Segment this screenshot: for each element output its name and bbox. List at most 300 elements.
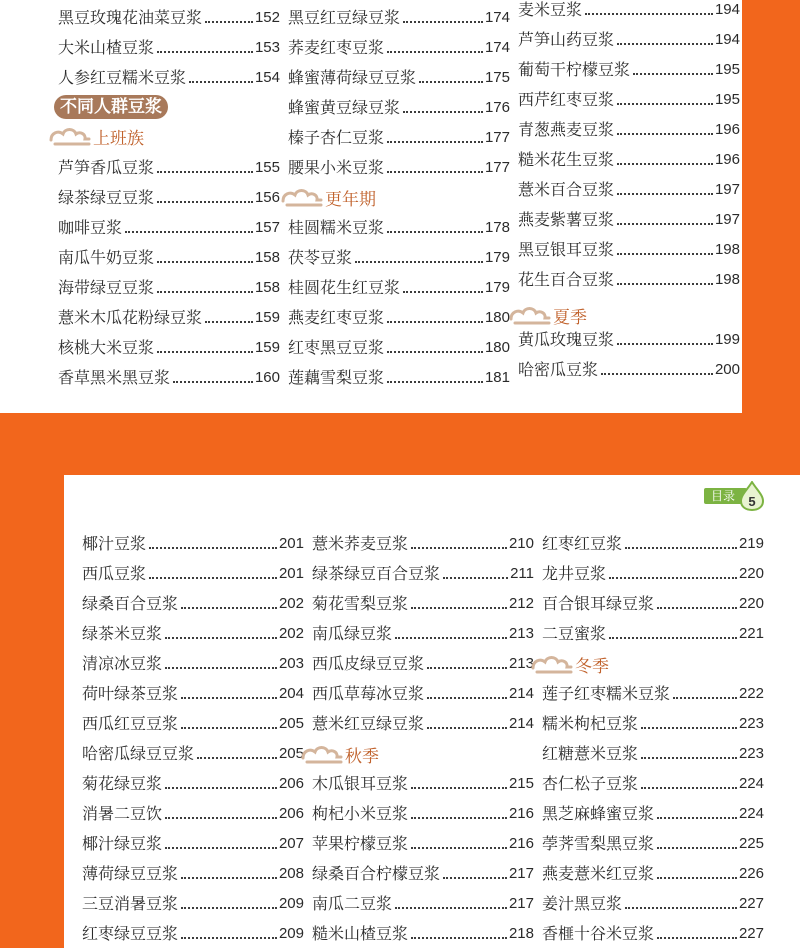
subheading-label: 冬季 [575, 656, 609, 677]
toc-entry[interactable] [518, 26, 740, 50]
dot-leader [387, 380, 483, 383]
toc-entry-page: 176 [484, 99, 510, 116]
toc-entry[interactable] [82, 530, 304, 554]
toc-entry-title: 西瓜草莓冰豆浆 [312, 684, 425, 703]
toc-entry-title: 燕麦红枣豆浆 [288, 308, 385, 327]
toc-entry-page: 204 [278, 685, 304, 702]
toc-entry[interactable] [288, 304, 510, 328]
toc-entry-page: 216 [508, 805, 534, 822]
dot-leader [157, 260, 253, 263]
toc-entry[interactable] [518, 236, 740, 260]
subheading-label: 更年期 [325, 189, 376, 210]
toc-entry-page: 223 [738, 745, 764, 762]
dot-leader [165, 786, 277, 789]
toc-entry-page: 202 [278, 625, 304, 642]
toc-entry[interactable] [542, 890, 764, 914]
toc-entry[interactable] [542, 560, 764, 584]
subheading-autumn [300, 741, 379, 767]
toc-entry[interactable] [312, 560, 534, 584]
toc-entry-page: 201 [278, 535, 304, 552]
dot-leader [387, 320, 483, 323]
toc-entry-page: 225 [738, 835, 764, 852]
toc-entry-title: 黑豆银耳豆浆 [518, 240, 615, 259]
toc-entry[interactable] [312, 770, 534, 794]
toc-entry-title: 核桃大米豆浆 [58, 338, 155, 357]
toc-entry-title: 西芹红枣豆浆 [518, 90, 615, 109]
toc-entry-page: 226 [738, 865, 764, 882]
dot-leader [411, 786, 507, 789]
toc-entry[interactable] [82, 620, 304, 644]
toc-entry[interactable] [518, 206, 740, 230]
dot-leader [403, 20, 483, 23]
toc-entry-page: 152 [254, 9, 280, 26]
toc-entry[interactable] [82, 920, 304, 944]
toc-entry-page: 198 [714, 271, 740, 288]
toc-entry-title: 三豆消暑豆浆 [82, 894, 179, 913]
toc-entry-page: 153 [254, 39, 280, 56]
dot-leader [197, 756, 277, 759]
toc-entry-title: 茯苓豆浆 [288, 248, 353, 267]
toc-entry-page: 174 [484, 9, 510, 26]
toc-entry-title: 黑豆玫瑰花油菜豆浆 [58, 8, 203, 27]
toc-entry-page: 179 [484, 249, 510, 266]
toc-entry-title: 红糖薏米豆浆 [542, 744, 639, 763]
dot-leader [387, 170, 483, 173]
toc-entry-title: 香草黑米黑豆浆 [58, 368, 171, 387]
toc-entry[interactable] [542, 590, 764, 614]
toc-entry-page: 220 [738, 595, 764, 612]
dot-leader [617, 342, 713, 345]
dot-leader [411, 936, 507, 939]
dot-leader [657, 606, 737, 609]
toc-entry-title: 薏米木瓜花粉绿豆浆 [58, 308, 203, 327]
dot-leader [181, 606, 277, 609]
dot-leader [395, 636, 507, 639]
toc-entry-page: 203 [278, 655, 304, 672]
dot-leader [149, 576, 277, 579]
toc-entry-title: 南瓜二豆浆 [312, 894, 393, 913]
toc-entry[interactable] [542, 860, 764, 884]
toc-entry[interactable] [288, 214, 510, 238]
dot-leader [427, 666, 507, 669]
toc-entry[interactable] [312, 800, 534, 824]
toc-entry-page: 159 [254, 339, 280, 356]
toc-entry[interactable] [82, 770, 304, 794]
toc-entry-page: 224 [738, 775, 764, 792]
toc-entry[interactable] [58, 214, 280, 238]
toc-entry-page: 218 [508, 925, 534, 942]
toc-entry-title: 菊花绿豆浆 [82, 774, 163, 793]
toc-entry-title: 西瓜豆浆 [82, 564, 147, 583]
toc-entry-title: 菊花雪梨豆浆 [312, 594, 409, 613]
toc-entry-title: 绿桑百合豆浆 [82, 594, 179, 613]
toc-entry-page: 196 [714, 121, 740, 138]
toc-entry[interactable] [518, 326, 740, 350]
dot-leader [411, 546, 507, 549]
toc-entry-title: 木瓜银耳豆浆 [312, 774, 409, 793]
dot-leader [443, 576, 508, 579]
toc-entry-page: 207 [278, 835, 304, 852]
toc-entry-page: 194 [714, 1, 740, 18]
dot-leader [419, 80, 483, 83]
toc-entry-page: 157 [254, 219, 280, 236]
toc-entry-title: 荸荠雪梨黑豆浆 [542, 834, 655, 853]
toc-entry[interactable] [312, 650, 534, 674]
toc-entry-title: 咖啡豆浆 [58, 218, 123, 237]
dot-leader [617, 192, 713, 195]
toc-entry-page: 216 [508, 835, 534, 852]
toc-entry-title: 荞麦红枣豆浆 [288, 38, 385, 57]
toc-entry-page: 227 [738, 895, 764, 912]
toc-entry[interactable] [58, 184, 280, 208]
toc-entry-title: 消暑二豆饮 [82, 804, 163, 823]
toc-entry-page: 214 [508, 685, 534, 702]
toc-entry[interactable] [312, 590, 534, 614]
toc-entry-title: 枸杞小米豆浆 [312, 804, 409, 823]
toc-entry-title: 红枣绿豆豆浆 [82, 924, 179, 943]
dot-leader [387, 50, 483, 53]
dot-leader [411, 816, 507, 819]
dot-leader [403, 110, 483, 113]
toc-entry-title: 西瓜皮绿豆豆浆 [312, 654, 425, 673]
toc-entry[interactable] [542, 920, 764, 944]
toc-entry-title: 莲子红枣糯米豆浆 [542, 684, 671, 703]
toc-entry-page: 198 [714, 241, 740, 258]
toc-entry[interactable] [288, 334, 510, 358]
dot-leader [609, 576, 737, 579]
toc-entry-title: 苹果柠檬豆浆 [312, 834, 409, 853]
toc-entry-page: 179 [484, 279, 510, 296]
cloud-icon [300, 743, 344, 765]
dot-leader [657, 846, 737, 849]
toc-panel-bottom [64, 475, 800, 948]
toc-entry-page: 213 [508, 625, 534, 642]
toc-entry-page: 154 [254, 69, 280, 86]
toc-entry-title: 哈密瓜绿豆豆浆 [82, 744, 195, 763]
toc-entry[interactable] [82, 800, 304, 824]
toc-entry-title: 花生百合豆浆 [518, 270, 615, 289]
dot-leader [387, 230, 483, 233]
toc-entry[interactable] [312, 830, 534, 854]
toc-label: 目录 [704, 488, 747, 504]
section-badge-groups: 不同人群豆浆 [54, 95, 168, 119]
toc-entry[interactable] [58, 4, 280, 28]
toc-entry-page: 197 [714, 211, 740, 228]
dot-leader [157, 200, 253, 203]
toc-entry-title: 哈密瓜豆浆 [518, 360, 599, 379]
dot-leader [181, 696, 277, 699]
leaf-drop-icon [739, 481, 765, 511]
toc-entry[interactable] [58, 334, 280, 358]
dot-leader [625, 546, 737, 549]
toc-entry-page: 197 [714, 181, 740, 198]
toc-entry[interactable] [312, 680, 534, 704]
dot-leader [205, 320, 253, 323]
subheading-label: 秋季 [345, 746, 379, 767]
toc-entry-title: 糙米花生豆浆 [518, 150, 615, 169]
toc-entry-title: 桂圆花生红豆浆 [288, 278, 401, 297]
toc-entry-page: 217 [508, 895, 534, 912]
toc-entry-page: 213 [508, 655, 534, 672]
dot-leader [165, 816, 277, 819]
toc-entry-title: 大米山楂豆浆 [58, 38, 155, 57]
dot-leader [585, 12, 713, 15]
toc-entry[interactable] [82, 860, 304, 884]
toc-entry-title: 二豆蜜浆 [542, 624, 607, 643]
toc-entry-page: 209 [278, 925, 304, 942]
toc-entry[interactable] [542, 830, 764, 854]
toc-entry-title: 红枣红豆浆 [542, 534, 623, 553]
toc-entry[interactable] [312, 710, 534, 734]
toc-entry[interactable] [82, 650, 304, 674]
toc-entry-title: 薏米百合豆浆 [518, 180, 615, 199]
toc-entry-title: 葡萄干柠檬豆浆 [518, 60, 631, 79]
toc-entry[interactable] [288, 4, 510, 28]
toc-entry[interactable] [518, 116, 740, 140]
toc-entry[interactable] [288, 244, 510, 268]
dot-leader [641, 786, 737, 789]
dot-leader [609, 636, 737, 639]
toc-entry-title: 绿茶米豆浆 [82, 624, 163, 643]
toc-entry-page: 158 [254, 279, 280, 296]
toc-entry[interactable] [288, 154, 510, 178]
toc-entry-title: 绿茶绿豆百合豆浆 [312, 564, 441, 583]
toc-entry-title: 清凉冰豆浆 [82, 654, 163, 673]
toc-entry[interactable] [288, 274, 510, 298]
toc-entry-title: 南瓜绿豆浆 [312, 624, 393, 643]
toc-entry-page: 174 [484, 39, 510, 56]
toc-entry-title: 椰汁豆浆 [82, 534, 147, 553]
dot-leader [641, 726, 737, 729]
toc-entry[interactable] [312, 920, 534, 944]
toc-entry[interactable] [312, 620, 534, 644]
toc-entry-page: 156 [254, 189, 280, 206]
dot-leader [355, 260, 483, 263]
subheading-menopause [280, 184, 376, 210]
toc-entry-page: 196 [714, 151, 740, 168]
dot-leader [125, 230, 253, 233]
dot-leader [617, 102, 713, 105]
toc-entry-page: 195 [714, 61, 740, 78]
toc-entry[interactable] [288, 34, 510, 58]
dot-leader [387, 140, 483, 143]
cloud-icon [508, 304, 552, 326]
toc-entry-title: 榛子杏仁豆浆 [288, 128, 385, 147]
toc-entry-title: 黑芝麻蜂蜜豆浆 [542, 804, 655, 823]
toc-entry-title: 糙米山楂豆浆 [312, 924, 409, 943]
dot-leader [411, 606, 507, 609]
toc-entry[interactable] [312, 860, 534, 884]
toc-entry-title: 人参红豆糯米豆浆 [58, 68, 187, 87]
dot-leader [181, 906, 277, 909]
dot-leader [633, 72, 713, 75]
toc-entry[interactable] [82, 590, 304, 614]
cloud-icon [48, 125, 92, 147]
subheading-summer [508, 302, 587, 328]
toc-entry-title: 海带绿豆豆浆 [58, 278, 155, 297]
toc-entry-page: 159 [254, 309, 280, 326]
toc-entry[interactable] [58, 274, 280, 298]
toc-entry-page: 220 [738, 565, 764, 582]
toc-entry[interactable] [518, 86, 740, 110]
toc-entry[interactable] [82, 710, 304, 734]
toc-entry-page: 177 [484, 129, 510, 146]
toc-entry[interactable] [82, 680, 304, 704]
toc-entry-page: 180 [484, 339, 510, 356]
toc-entry-title: 薏米荞麦豆浆 [312, 534, 409, 553]
toc-entry-page: 181 [484, 369, 510, 386]
toc-entry-title: 燕麦薏米红豆浆 [542, 864, 655, 883]
toc-entry-title: 红枣黑豆豆浆 [288, 338, 385, 357]
toc-entry[interactable] [288, 64, 510, 88]
toc-entry[interactable] [82, 560, 304, 584]
toc-entry[interactable] [312, 530, 534, 554]
toc-entry[interactable] [312, 890, 534, 914]
toc-entry-title: 芦笋山药豆浆 [518, 30, 615, 49]
toc-entry[interactable] [58, 364, 280, 388]
dot-leader [181, 936, 277, 939]
toc-entry[interactable] [82, 740, 304, 764]
toc-entry[interactable] [58, 64, 280, 88]
dot-leader [617, 222, 713, 225]
dot-leader [181, 726, 277, 729]
toc-entry-page: 199 [714, 331, 740, 348]
toc-entry[interactable] [288, 364, 510, 388]
toc-entry-title: 绿桑百合柠檬豆浆 [312, 864, 441, 883]
dot-leader [625, 906, 737, 909]
toc-entry[interactable] [518, 356, 740, 380]
toc-entry[interactable] [82, 890, 304, 914]
dot-leader [157, 170, 253, 173]
toc-entry[interactable] [288, 124, 510, 148]
toc-entry-title: 西瓜红豆豆浆 [82, 714, 179, 733]
dot-leader [403, 290, 483, 293]
subheading-label: 夏季 [553, 307, 587, 328]
toc-entry[interactable] [58, 34, 280, 58]
toc-entry[interactable] [542, 800, 764, 824]
toc-entry-page: 200 [714, 361, 740, 378]
dot-leader [427, 726, 507, 729]
toc-entry-title: 腰果小米豆浆 [288, 158, 385, 177]
toc-entry-title: 百合银耳绿豆浆 [542, 594, 655, 613]
toc-entry-page: 210 [508, 535, 534, 552]
toc-entry-page: 205 [278, 745, 304, 762]
toc-entry[interactable] [58, 244, 280, 268]
toc-entry-title: 薄荷绿豆豆浆 [82, 864, 179, 883]
toc-entry-page: 217 [508, 865, 534, 882]
toc-entry-page: 155 [254, 159, 280, 176]
toc-entry-page: 222 [738, 685, 764, 702]
subheading-office-workers [48, 123, 144, 149]
toc-entry-page: 215 [508, 775, 534, 792]
dot-leader [601, 372, 713, 375]
toc-entry[interactable] [542, 710, 764, 734]
toc-entry[interactable] [518, 266, 740, 290]
dot-leader [157, 350, 253, 353]
toc-entry-title: 南瓜牛奶豆浆 [58, 248, 155, 267]
toc-entry[interactable] [518, 146, 740, 170]
toc-entry[interactable] [542, 770, 764, 794]
toc-entry-title: 绿茶绿豆豆浆 [58, 188, 155, 207]
toc-entry[interactable] [58, 304, 280, 328]
toc-entry-title: 荷叶绿茶豆浆 [82, 684, 179, 703]
toc-entry-page: 202 [278, 595, 304, 612]
toc-entry-title: 蜂蜜黄豆绿豆浆 [288, 98, 401, 117]
toc-entry-title: 龙井豆浆 [542, 564, 607, 583]
dot-leader [657, 816, 737, 819]
dot-leader [617, 282, 713, 285]
toc-entry-page: 158 [254, 249, 280, 266]
toc-entry-title: 杏仁松子豆浆 [542, 774, 639, 793]
toc-entry-page: 219 [738, 535, 764, 552]
toc-entry-page: 175 [484, 69, 510, 86]
cloud-icon [280, 186, 324, 208]
dot-leader [657, 936, 737, 939]
toc-entry-page: 214 [508, 715, 534, 732]
dot-leader [205, 20, 253, 23]
dot-leader [157, 290, 253, 293]
toc-entry-title: 黑豆红豆绿豆浆 [288, 8, 401, 27]
dot-leader [617, 132, 713, 135]
toc-entry-page: 206 [278, 775, 304, 792]
toc-entry-title: 桂圆糯米豆浆 [288, 218, 385, 237]
toc-entry-title: 薏米红豆绿豆浆 [312, 714, 425, 733]
toc-entry-page: 212 [508, 595, 534, 612]
toc-entry-page: 180 [484, 309, 510, 326]
subheading-label: 上班族 [93, 128, 144, 149]
toc-entry-page: 195 [714, 91, 740, 108]
toc-entry[interactable] [58, 154, 280, 178]
dot-leader [165, 666, 277, 669]
toc-entry[interactable] [542, 680, 764, 704]
toc-entry-page: 221 [738, 625, 764, 642]
toc-entry-page: 194 [714, 31, 740, 48]
dot-leader [165, 636, 277, 639]
toc-entry-page: 177 [484, 159, 510, 176]
dot-leader [189, 80, 253, 83]
dot-leader [617, 42, 713, 45]
toc-entry-page: 224 [738, 805, 764, 822]
toc-entry-title: 芦笋香瓜豆浆 [58, 158, 155, 177]
toc-entry-title: 麦米豆浆 [518, 0, 583, 19]
cloud-icon [530, 653, 574, 675]
toc-entry[interactable] [518, 56, 740, 80]
toc-entry-title: 蜂蜜薄荷绿豆豆浆 [288, 68, 417, 87]
toc-entry[interactable] [518, 0, 740, 20]
toc-entry[interactable] [82, 830, 304, 854]
toc-entry-page: 227 [738, 925, 764, 942]
toc-entry-title: 姜汁黑豆浆 [542, 894, 623, 913]
toc-entry-title: 青葱燕麦豆浆 [518, 120, 615, 139]
toc-entry-page: 201 [278, 565, 304, 582]
toc-entry-title: 黄瓜玫瑰豆浆 [518, 330, 615, 349]
toc-entry-page: 160 [254, 369, 280, 386]
toc-entry-title: 糯米枸杞豆浆 [542, 714, 639, 733]
toc-entry[interactable] [542, 530, 764, 554]
toc-entry[interactable] [518, 176, 740, 200]
toc-entry[interactable] [288, 94, 510, 118]
toc-entry-title: 椰汁绿豆浆 [82, 834, 163, 853]
dot-leader [181, 876, 277, 879]
dot-leader [157, 50, 253, 53]
toc-entry-page: 209 [278, 895, 304, 912]
toc-entry[interactable] [542, 620, 764, 644]
toc-entry-page: 211 [510, 565, 534, 582]
dot-leader [427, 696, 507, 699]
page-number: 5 [748, 494, 756, 509]
dot-leader [443, 876, 507, 879]
toc-entry[interactable] [542, 740, 764, 764]
